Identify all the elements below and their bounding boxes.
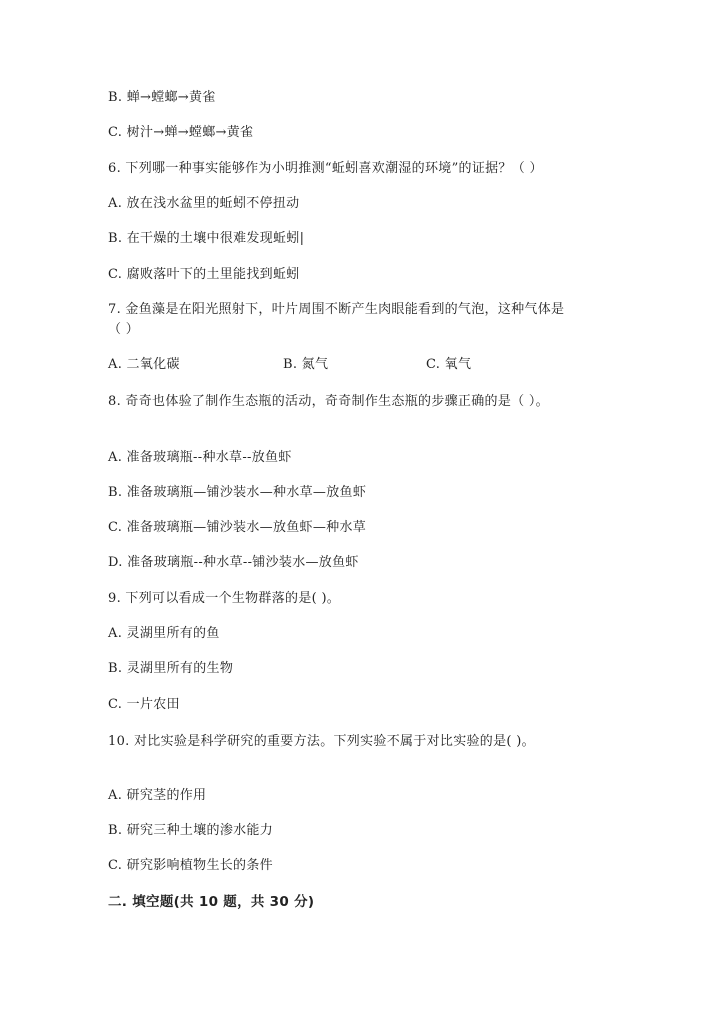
option-line: A. 研究茎的作用 — [108, 788, 207, 803]
option-b: B. 氮气 — [283, 357, 329, 372]
question-line: 6. 下列哪一种事实能够作为小明推测“蚯蚓喜欢潮湿的环境”的证据？（ ） — [108, 161, 543, 176]
option-line: C. 一片农田 — [108, 697, 180, 712]
question-line: 9. 下列可以看成一个生物群落的是( )。 — [108, 591, 341, 606]
option-line: A. 灵湖里所有的鱼 — [108, 626, 220, 641]
option-line: C. 准备玻璃瓶—铺沙装水—放鱼虾—种水草 — [108, 520, 367, 535]
option-a: A. 二氧化碳 — [108, 357, 180, 372]
option-line: A. 放在浅水盆里的蚯蚓不停扭动 — [108, 196, 300, 211]
option-line: C. 研究影响植物生长的条件 — [108, 858, 273, 873]
option-line: B. 在干燥的土壤中很难发现蚯蚓| — [108, 231, 305, 246]
option-line: C. 腐败落叶下的土里能找到蚯蚓 — [108, 267, 300, 282]
question-line: 10. 对比实验是科学研究的重要方法。下列实验不属于对比实验的是( )。 — [108, 734, 535, 749]
option-line: C. 树汁→蝉→螳螂→黄雀 — [108, 125, 254, 140]
options-row — [108, 356, 508, 374]
option-line: A. 准备玻璃瓶--种水草--放鱼虾 — [108, 450, 292, 465]
question-line: 8. 奇奇也体验了制作生态瓶的活动，奇奇制作生态瓶的步骤正确的是（ ）。 — [108, 394, 549, 409]
option-line: D. 准备玻璃瓶--种水草--铺沙装水—放鱼虾 — [108, 555, 359, 570]
option-line: B. 准备玻璃瓶—铺沙装水—种水草—放鱼虾 — [108, 485, 367, 500]
option-c: C. 氧气 — [426, 357, 472, 372]
section-heading: 二. 填空题(共 10 题，共 30 分) — [108, 894, 315, 910]
option-line: B. 蝉→螳螂→黄雀 — [108, 90, 216, 105]
option-line: B. 研究三种土壤的渗水能力 — [108, 823, 274, 838]
option-line: B. 灵湖里所有的生物 — [108, 661, 234, 676]
question-line: 7. 金鱼藻是在阳光照射下，叶片周围不断产生肉眼能看到的气泡，这种气体是 — [108, 302, 565, 317]
question-line: （ ） — [108, 322, 140, 337]
